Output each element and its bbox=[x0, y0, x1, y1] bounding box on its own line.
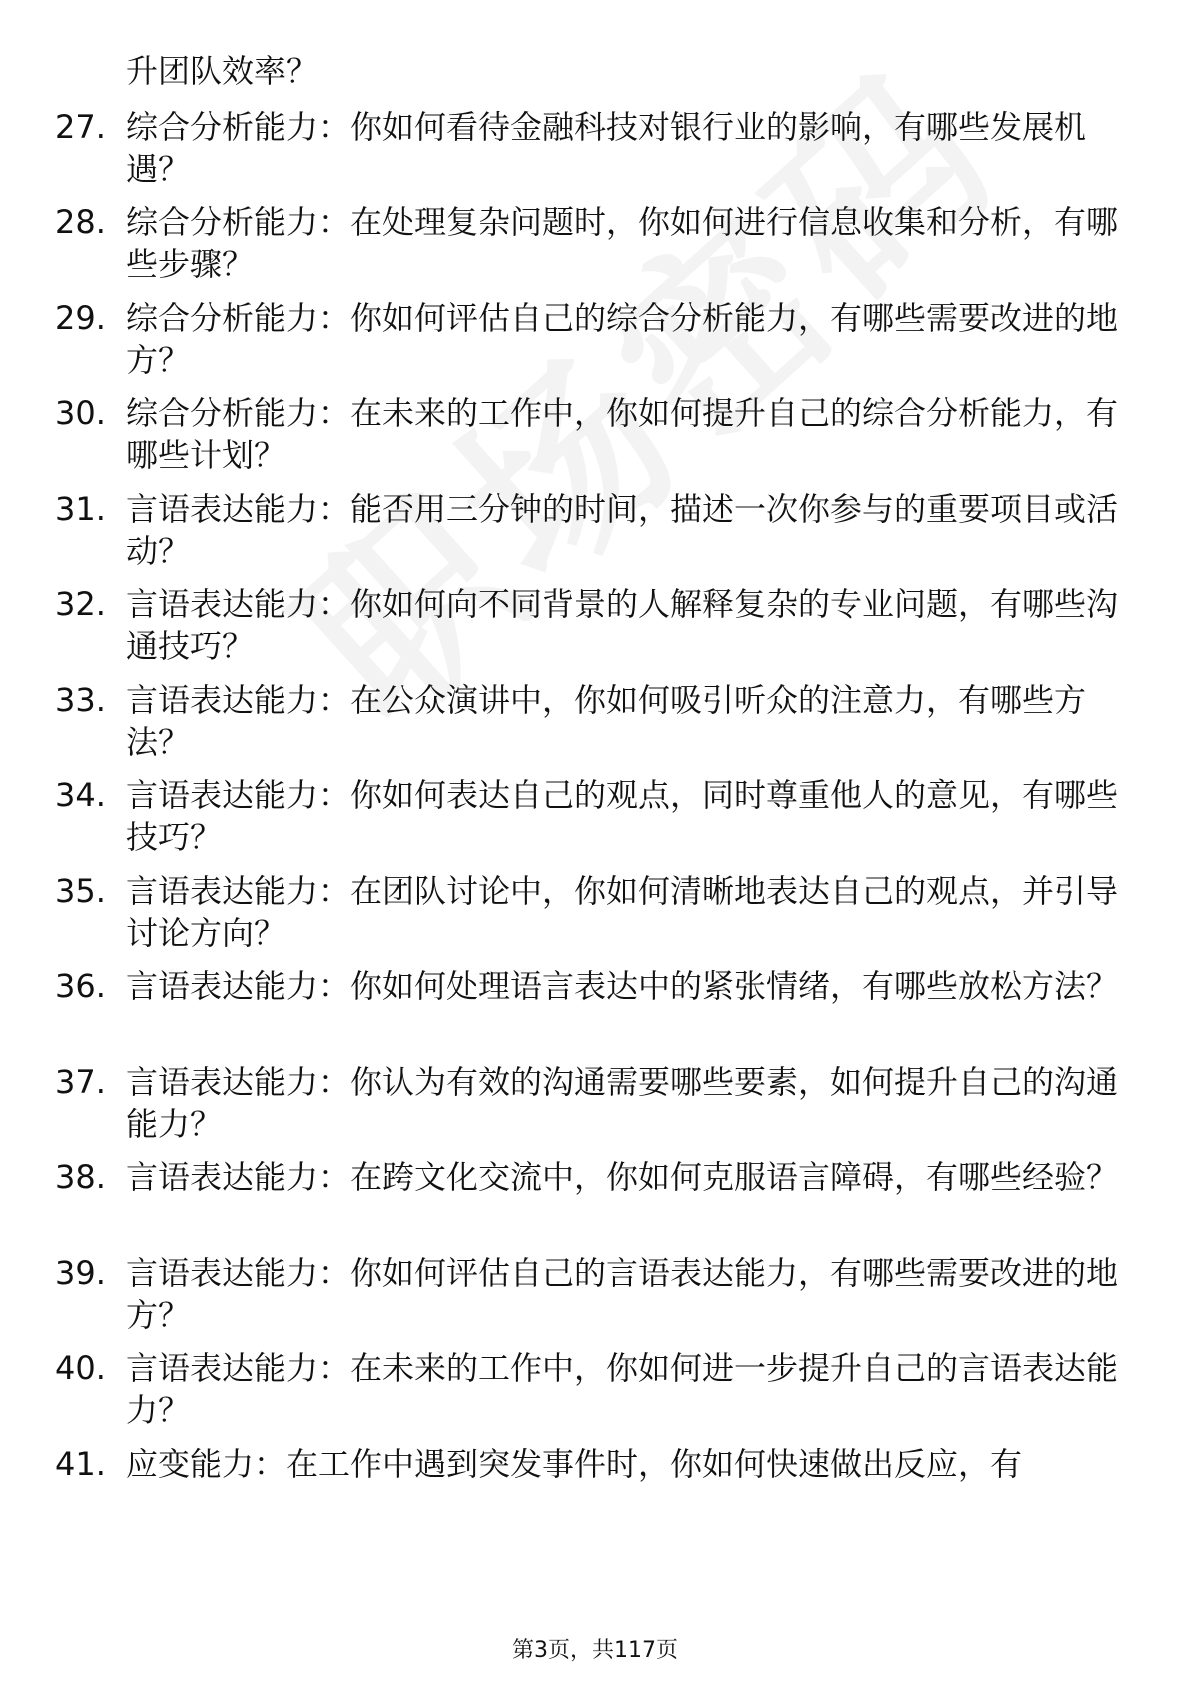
continued-question-text: 升团队效率？ bbox=[126, 52, 319, 90]
question-text: 综合分析能力：你如何看待金融科技对银行业的影响，有哪些发展机遇？ bbox=[126, 108, 1087, 188]
question-number: 31. bbox=[55, 490, 106, 528]
question-text: 综合分析能力：在处理复杂问题时，你如何进行信息收集和分析，有哪些步骤？ bbox=[126, 203, 1119, 283]
question-number: 38. bbox=[55, 1158, 106, 1196]
question-number: 40. bbox=[55, 1349, 106, 1387]
question-text: 言语表达能力：在跨文化交流中，你如何克服语言障碍，有哪些经验？ bbox=[126, 1158, 1119, 1196]
question-text: 言语表达能力：你如何处理语言表达中的紧张情绪，有哪些放松方法？ bbox=[126, 967, 1119, 1005]
question-number: 39. bbox=[55, 1254, 106, 1292]
question-text: 言语表达能力：你认为有效的沟通需要哪些要素，如何提升自己的沟通能力？ bbox=[126, 1063, 1119, 1143]
question-text: 言语表达能力：能否用三分钟的时间，描述一次你参与的重要项目或活动？ bbox=[126, 490, 1119, 570]
page-footer: 第3页，共117页 bbox=[512, 1638, 678, 1663]
question-number: 32. bbox=[55, 585, 106, 623]
question-text: 综合分析能力：在未来的工作中，你如何提升自己的综合分析能力，有哪些计划？ bbox=[126, 394, 1119, 474]
question-number: 28. bbox=[55, 203, 106, 241]
question-number: 33. bbox=[55, 681, 106, 719]
question-number: 37. bbox=[55, 1063, 106, 1101]
question-text: 言语表达能力：你如何评估自己的言语表达能力，有哪些需要改进的地方？ bbox=[126, 1254, 1119, 1334]
question-number: 34. bbox=[55, 776, 106, 814]
question-text: 应变能力：在工作中遇到突发事件时，你如何快速做出反应，有 bbox=[126, 1445, 1023, 1483]
question-number: 36. bbox=[55, 967, 106, 1005]
question-number: 41. bbox=[55, 1445, 106, 1483]
question-text: 言语表达能力：你如何表达自己的观点，同时尊重他人的意见，有哪些技巧？ bbox=[126, 776, 1119, 856]
question-number: 30. bbox=[55, 394, 106, 432]
question-text: 言语表达能力：你如何向不同背景的人解释复杂的专业问题，有哪些沟通技巧？ bbox=[126, 585, 1119, 665]
question-text: 言语表达能力：在公众演讲中，你如何吸引听众的注意力，有哪些方法？ bbox=[126, 681, 1087, 761]
question-text: 言语表达能力：在未来的工作中，你如何进一步提升自己的言语表达能力？ bbox=[126, 1349, 1119, 1429]
question-number: 27. bbox=[55, 108, 106, 146]
question-number: 35. bbox=[55, 872, 106, 910]
question-text: 言语表达能力：在团队讨论中，你如何清晰地表达自己的观点，并引导讨论方向？ bbox=[126, 872, 1119, 952]
question-number: 29. bbox=[55, 299, 106, 337]
question-text: 综合分析能力：你如何评估自己的综合分析能力，有哪些需要改进的地方？ bbox=[126, 299, 1119, 379]
